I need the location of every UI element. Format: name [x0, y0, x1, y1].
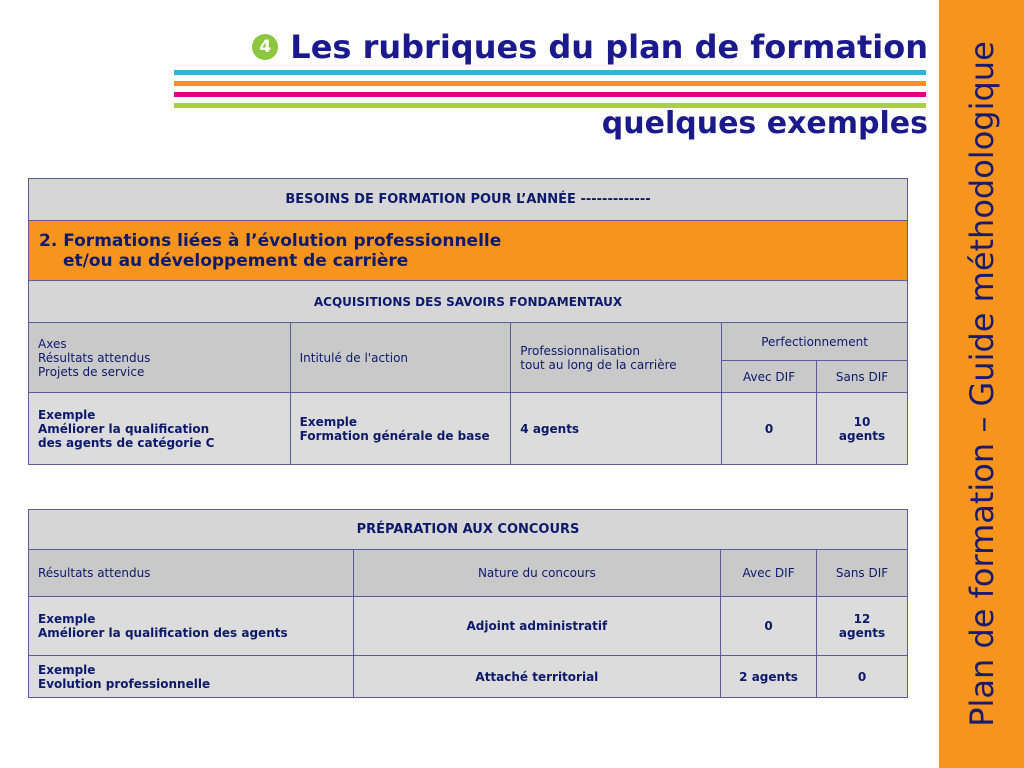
cell-prof: 4 agents	[511, 393, 722, 465]
stripe-1	[174, 70, 926, 75]
cell-line: Améliorer la qualification	[38, 421, 210, 436]
stripe-2	[174, 81, 926, 86]
cell-nature: Adjoint administratif	[353, 597, 720, 656]
category-header	[29, 221, 908, 281]
col-avec-dif-header: Avec DIF	[721, 550, 817, 597]
cell-sans-dif	[817, 656, 908, 698]
header-line: Projets de service	[38, 364, 145, 379]
cell-resultats	[29, 597, 354, 656]
sidebar-title: Plan de formation – Guide méthodologique	[962, 41, 1001, 727]
page-subtitle: quelques exemples	[601, 106, 928, 141]
col-nature-header: Nature du concours	[353, 550, 720, 597]
cell-axes	[29, 393, 291, 465]
sidebar	[939, 0, 1024, 768]
cell-avec-dif: 0	[721, 597, 817, 656]
category-line: 2. Formations liées à l’évolution professionnelle	[39, 230, 502, 251]
table-title: PRÉPARATION AUX CONCOURS	[29, 510, 908, 550]
cell-line: Formation générale de base	[299, 428, 490, 443]
page-title: Les rubriques du plan de formation	[290, 28, 928, 66]
cell-line: 12	[853, 612, 871, 626]
besoins-table	[28, 178, 908, 465]
cell-avec-dif: 0	[722, 393, 817, 465]
header-line: Axes	[38, 336, 67, 351]
col-sans-dif-header: Sans DIF	[817, 550, 908, 597]
cell-line: Exemple	[38, 612, 96, 626]
cell-avec-dif: 2 agents	[721, 656, 817, 698]
header-line: Résultats attendus	[38, 350, 151, 365]
cell-sans-dif	[817, 393, 908, 465]
cell-resultats	[29, 656, 354, 698]
cell-sans-dif	[817, 597, 908, 656]
col-prof-header	[511, 323, 722, 393]
col-sans-dif-header: Sans DIF	[817, 361, 908, 393]
col-perf-header: Perfectionnement	[722, 323, 908, 361]
cell-line: Améliorer la qualification des agents	[38, 626, 288, 640]
category-line: et/ou au développement de carrière	[63, 250, 409, 271]
cell-line: agents	[838, 626, 886, 640]
concours-table	[28, 509, 908, 698]
title-row	[252, 28, 928, 66]
cell-line: Exemple	[299, 414, 358, 429]
col-resultats-header: Résultats attendus	[29, 550, 354, 597]
cell-line: agents	[838, 428, 886, 443]
cell-line: des agents de catégorie C	[38, 435, 215, 450]
stripe-3	[174, 92, 926, 97]
table-row	[29, 597, 908, 656]
col-axes-header	[29, 323, 291, 393]
col-avec-dif-header: Avec DIF	[722, 361, 817, 393]
cell-line: Evolution professionnelle	[38, 676, 211, 691]
table-row	[29, 393, 908, 465]
number-bullet-icon: 4	[252, 34, 278, 60]
cell-line: Exemple	[38, 407, 96, 422]
cell-line: 0	[857, 669, 867, 684]
cell-line: Exemple	[38, 662, 96, 677]
cell-nature: Attaché territorial	[353, 656, 720, 698]
table-row	[29, 656, 908, 698]
header-line: tout au long de la carrière	[520, 357, 677, 372]
header-line: Professionnalisation	[520, 343, 640, 358]
section-header: ACQUISITIONS DES SAVOIRS FONDAMENTAUX	[29, 281, 908, 323]
cell-line: 10	[853, 414, 871, 429]
cell-intitule	[290, 393, 511, 465]
col-intitule-header: Intitulé de l'action	[290, 323, 511, 393]
table-title: BESOINS DE FORMATION POUR L’ANNÉE -------------	[29, 179, 908, 221]
